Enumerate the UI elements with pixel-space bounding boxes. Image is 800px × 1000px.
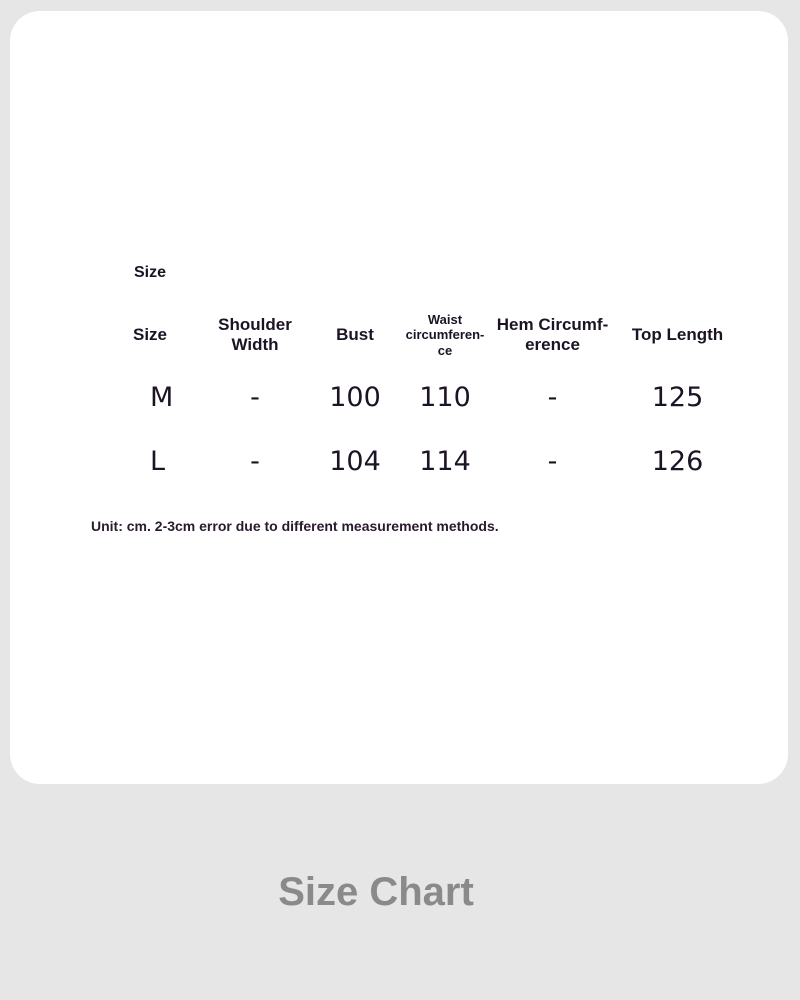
cell-shoulder: - [250, 381, 260, 413]
header-top-length: Top Length [631, 325, 724, 345]
measurement-note: Unit: cm. 2-3cm error due to different measurement methods. [91, 518, 499, 534]
cell-bust: 104 [329, 445, 381, 477]
cell-bust: 100 [329, 381, 381, 413]
header-waist [400, 305, 490, 365]
size-section-label: Size [134, 264, 167, 281]
cell-size: L [150, 445, 166, 477]
table-row [110, 429, 740, 493]
header-waist-line2: circumferen- [405, 327, 485, 343]
cell-waist: 114 [419, 445, 471, 477]
header-hem-circumference [490, 305, 615, 365]
table-row [110, 365, 740, 429]
cell-hem: - [547, 445, 558, 477]
cell-shoulder: - [250, 445, 260, 477]
cell-size: M [150, 381, 174, 413]
header-shoulder-line1: Shoulder [218, 315, 292, 335]
cell-waist: 110 [419, 381, 471, 413]
header-hem-line1: Hem Circumf- [496, 315, 609, 335]
cell-top-length: 125 [651, 381, 704, 413]
header-shoulder-width [200, 305, 310, 365]
header-shoulder-line2: Width [231, 335, 279, 354]
size-table [110, 305, 740, 493]
header-size: Size [133, 325, 168, 345]
table-header-row [110, 305, 740, 365]
cell-hem: - [547, 381, 558, 413]
size-chart-title: Size Chart [278, 870, 474, 914]
header-waist-line1: Waist [427, 311, 463, 327]
cell-top-length: 126 [651, 445, 704, 477]
header-bust: Bust [336, 325, 374, 345]
header-waist-line3: ce [437, 342, 453, 358]
header-hem-line2: erence [525, 335, 580, 354]
